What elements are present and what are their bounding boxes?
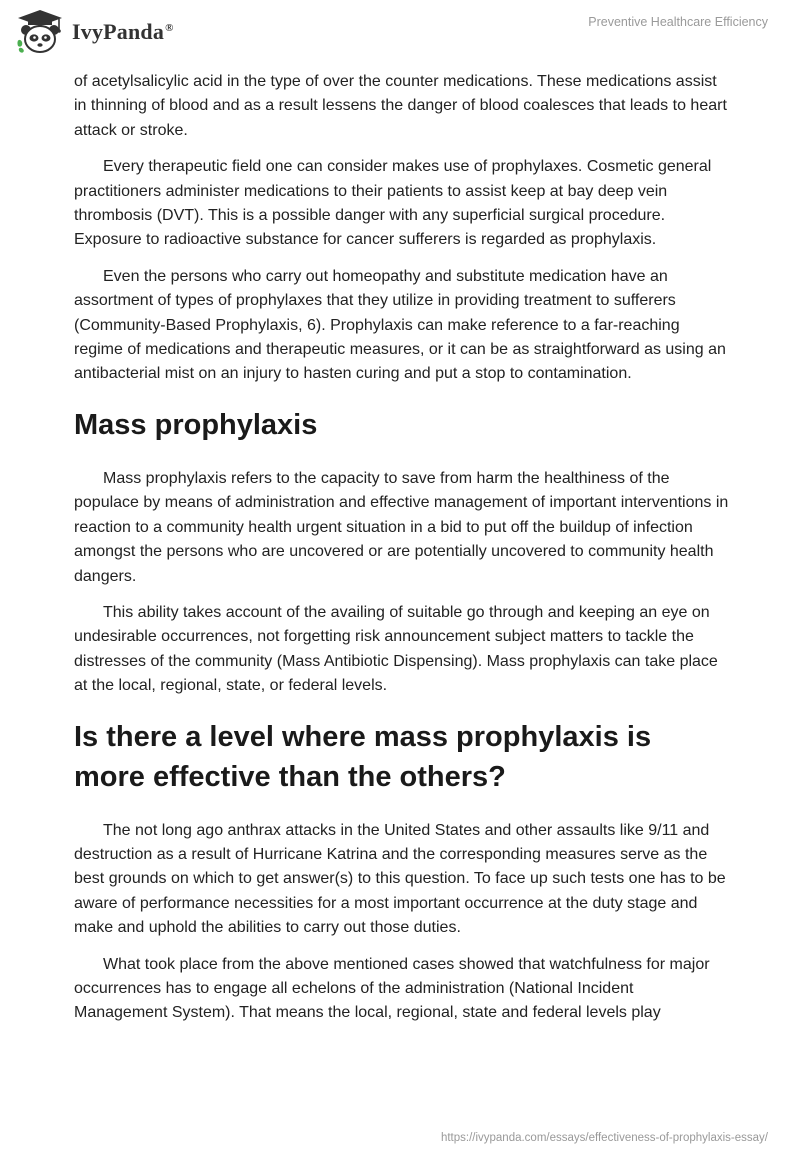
logo-wordmark <box>72 19 174 45</box>
paragraph: Mass prophylaxis refers to the capacity to save from harm the healthiness of the populace by means of administration and effective management of important interventions in reaction to a community health urgent situation in a bid to put off the buildup of infection amongst the persons who are uncovered or are potentially uncovered to community health dangers. <box>74 469 729 585</box>
section-heading-effective-level: Is there a level where mass prophylaxis is more effective than the others? <box>74 720 652 793</box>
ivypanda-logo[interactable] <box>14 8 174 56</box>
registered-mark: ® <box>165 21 174 34</box>
paragraph: Even the persons who carry out homeopathy and substitute medication have an assortment of types of prophylaxes that they utilize in providing treatment to sufferers (Community-Based Prophylaxis, 6). Prophylaxis can make reference to a far-reaching regime of medications and therapeutic measures, or it can be as straightforward as using an antibacterial mist on an injury to hasten curing and put a stop to contamination. <box>74 267 726 383</box>
logo-text: IvyPanda <box>72 19 165 44</box>
paragraph: The not long ago anthrax attacks in the United States and other assaults like 9/11 and destruction as a result of Hurricane Katrina and the corresponding measures serve as the best grounds on which to get answer(s) to this question. To face up such tests one has to be aware of performance necessities for a most important occurrence at the duty stage and make and uphold the abilities to carry out those duties. <box>74 821 726 937</box>
paragraph: of acetylsalicylic acid in the type of over the counter medications. These medications assist in thinning of blood and as a result lessens the danger of blood coalesces that leads to heart attack or stroke. <box>74 73 727 139</box>
essay-body <box>74 70 730 1038</box>
document-title: Preventive Healthcare Efficiency <box>588 15 768 29</box>
source-url: https://ivypanda.com/essays/effectiveness-of-prophylaxis-essay/ <box>440 1132 768 1144</box>
section-heading-mass-prophylaxis: Mass prophylaxis <box>74 408 318 441</box>
paragraph: What took place from the above mentioned cases showed that watchfulness for major occurrences has to engage all echelons of the administration (National Incident Management System). That means the local, regional, state and federal levels play <box>74 955 710 1022</box>
paragraph: Every therapeutic field one can consider makes use of prophylaxes. Cosmetic general practitioners administer medications to their patients to assist keep at bay deep vein thrombosis (DVT). This is a possible danger with any superficial surgical procedure. Exposure to radioactive substance for cancer sufferers is regarded as prophylaxis. <box>74 158 712 249</box>
paragraph: This ability takes account of the availing of suitable go through and keeping an eye on undesirable occurrences, not forgetting risk announcement subject matters to tackle the distresses of the community (Mass Antibiotic Dispensing). Mass prophylaxis can take place at the local, regional, state, or federal levels. <box>74 603 718 695</box>
page-header <box>0 0 800 72</box>
panda-graduate-icon <box>14 8 66 56</box>
